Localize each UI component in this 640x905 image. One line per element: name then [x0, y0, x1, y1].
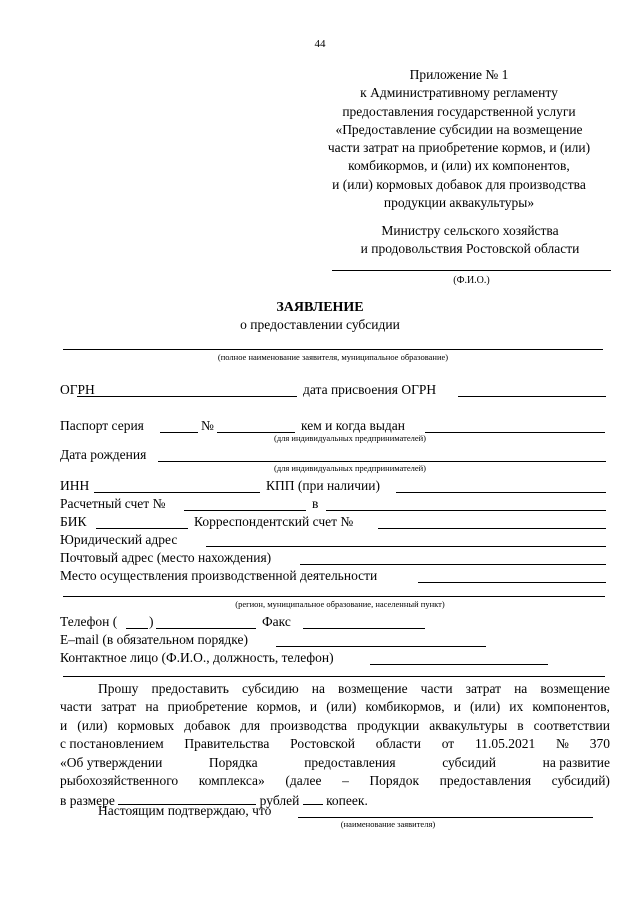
birth-date-field[interactable] — [158, 461, 606, 462]
email-label: E–mail (в обязательном порядке) — [60, 632, 249, 647]
phone-row — [60, 612, 608, 632]
request-line-5: «Об утверждении Порядка предоставления субсидий на развитие — [60, 754, 610, 770]
account-row — [60, 494, 608, 514]
birth-date-row — [60, 445, 608, 465]
postal-address-row — [60, 548, 608, 568]
inn-field[interactable] — [94, 492, 260, 493]
kpp-field[interactable] — [396, 492, 606, 493]
applicant-name-field[interactable] — [63, 349, 603, 350]
amount-prefix: в размере — [60, 793, 115, 809]
postal-address-field[interactable] — [300, 564, 606, 565]
activity-place-row — [60, 566, 608, 586]
bik-field[interactable] — [96, 528, 188, 529]
account-field[interactable] — [184, 510, 306, 511]
addressee-fio-line[interactable] — [332, 270, 611, 271]
request-line-2: части затрат на приобретение кормов, и (или) комбикормов, и (или) их компонентов, — [60, 699, 610, 715]
account-label: Расчетный счет № — [60, 496, 166, 511]
bik-row — [60, 512, 608, 532]
fax-label: Факс — [262, 614, 291, 629]
appendix-line: и (или) кормовых добавок для производства — [332, 176, 586, 192]
activity-place-label: Место осуществления производственной деятельности — [60, 568, 378, 583]
phone-field[interactable] — [156, 628, 256, 629]
inn-label: ИНН — [60, 478, 90, 493]
entrepreneurs-caption: (для индивидуальных предпринимателей) — [273, 433, 426, 443]
request-line-3: и (или) кормовых добавок для производства продукции аквакультуры в соответствии — [60, 717, 610, 733]
fio-caption: (Ф.И.О.) — [453, 275, 490, 286]
bank-name-field[interactable] — [326, 510, 606, 511]
phone-label: Телефон ( — [60, 614, 118, 629]
addressee-line: Министру сельского хозяйства — [381, 223, 559, 238]
applicant-name-caption: (полное наименование заявителя, муниципальное образование) — [217, 352, 449, 362]
request-paragraph — [60, 680, 610, 811]
birth-date-label: Дата рождения — [60, 447, 147, 462]
account-in-label: в — [312, 496, 319, 511]
addressee-line: и продовольствия Ростовской области — [360, 241, 580, 257]
applicant-confirm-field[interactable] — [298, 817, 593, 818]
corr-account-label: Корреспондентский счет № — [194, 514, 354, 529]
request-line-4: с постановлением Правительства Ростовской области от 11.05.2021 № 370 — [60, 736, 610, 752]
passport-issued-label: кем и когда выдан — [301, 418, 405, 433]
corr-account-field[interactable] — [378, 528, 606, 529]
page-number: 44 — [314, 38, 326, 50]
activity-place-field-2[interactable] — [63, 596, 605, 597]
ogrn-label: ОГРН — [60, 382, 95, 397]
request-line-6: рыбохозяйственного комплекса» (далее – Порядок предоставления субсидий) — [60, 773, 610, 789]
bik-label: БИК — [60, 514, 87, 529]
appendix-header — [290, 66, 628, 212]
passport-series-field[interactable] — [160, 432, 198, 433]
inn-row — [60, 476, 608, 496]
entrepreneurs-caption: (для индивидуальных предпринимателей) — [273, 463, 426, 473]
activity-place-field[interactable] — [418, 582, 606, 583]
request-line-1: Прошу предоставить субсидию на возмещение части затрат на возмещение — [98, 681, 610, 696]
applicant-caption: (наименование заявителя) — [340, 819, 436, 829]
appendix-line: комбикормов, и (или) их компонентов, — [348, 158, 570, 174]
confirm-row — [60, 801, 608, 821]
legal-address-label: Юридический адрес — [60, 532, 178, 547]
appendix-line: продукции аквакультуры» — [383, 195, 535, 211]
contact-field-2[interactable] — [63, 676, 605, 677]
passport-no-label: № — [201, 418, 214, 433]
phone-close-label: ) — [149, 614, 154, 629]
phone-code-field[interactable] — [126, 628, 148, 629]
postal-address-label: Почтовый адрес (место нахождения) — [60, 550, 272, 565]
region-caption: (регион, муниципальное образование, населенный пункт) — [235, 599, 445, 609]
ogrn-date-label: дата присвоения ОГРН — [303, 382, 437, 397]
document-subtitle: о предоставлении субсидии — [240, 317, 400, 332]
contact-label: Контактное лицо (Ф.И.О., должность, телефон) — [60, 650, 334, 665]
legal-address-row — [60, 530, 608, 550]
passport-series-label: Паспорт серия — [60, 418, 144, 433]
document-title: ЗАЯВЛЕНИЕ — [276, 300, 364, 315]
legal-address-field[interactable] — [206, 546, 606, 547]
appendix-line: к Административному регламенту — [360, 85, 558, 101]
amount-rub-label: рублей — [259, 793, 300, 809]
appendix-line: части затрат на приобретение кормов, и (или) — [327, 140, 591, 156]
fax-field[interactable] — [303, 628, 425, 629]
contact-row — [60, 648, 608, 668]
ogrn-date-field[interactable] — [458, 396, 606, 397]
confirm-label: Настоящим подтверждаю, что — [98, 803, 272, 818]
ogrn-field[interactable] — [77, 396, 297, 397]
contact-field[interactable] — [370, 664, 548, 665]
email-field[interactable] — [276, 646, 486, 647]
ogrn-row — [60, 380, 608, 400]
kpp-label: КПП (при наличии) — [266, 478, 380, 493]
email-row — [60, 630, 608, 650]
appendix-line: предоставления государственной услуги — [342, 103, 576, 119]
addressee — [320, 222, 620, 259]
appendix-line: «Предоставление субсидии на возмещение — [335, 121, 583, 137]
amount-kop-label: копеек. — [326, 793, 368, 809]
appendix-line: Приложение № 1 — [409, 67, 509, 82]
